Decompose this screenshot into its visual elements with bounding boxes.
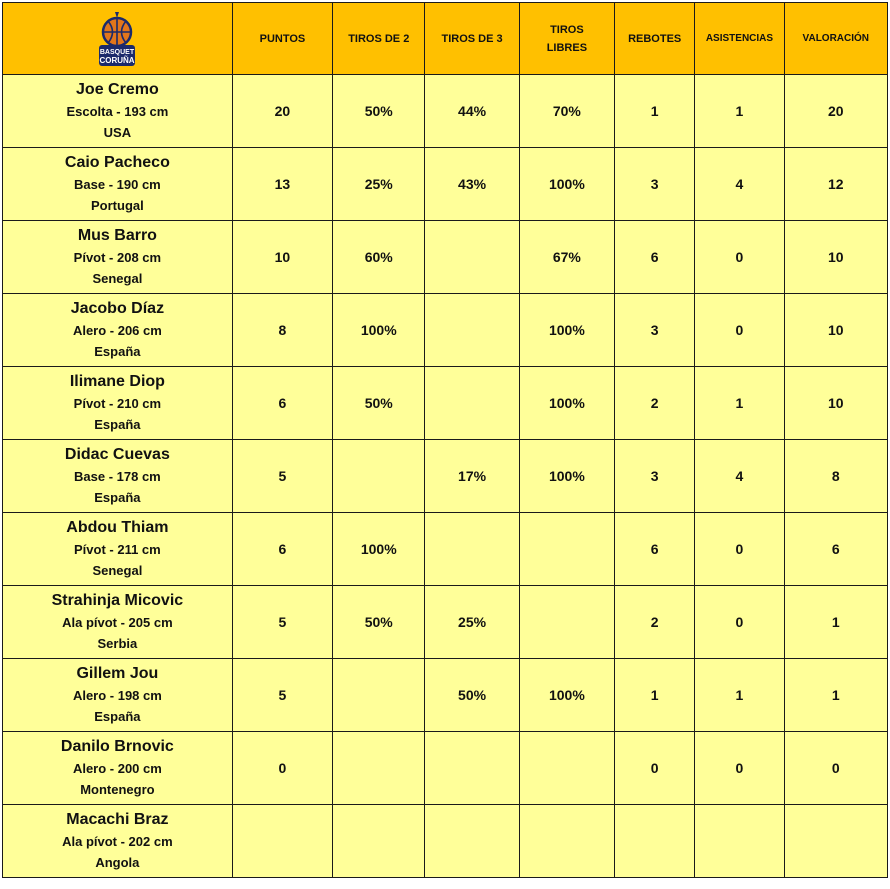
two-point-pct: 50%	[333, 586, 425, 659]
assists-value: 0	[695, 294, 784, 367]
player-cell	[3, 367, 233, 440]
rebounds-value: 2	[615, 367, 695, 440]
rating-value: 1	[784, 586, 887, 659]
two-point-pct: 60%	[333, 221, 425, 294]
points-value: 6	[232, 513, 332, 586]
rating-value	[784, 805, 887, 878]
points-value: 13	[232, 148, 332, 221]
rebounds-value: 1	[615, 75, 695, 148]
points-value: 5	[232, 659, 332, 732]
player-position-height: Escolta - 193 cm	[66, 104, 169, 119]
free-throw-pct	[519, 586, 614, 659]
player-country: Senegal	[92, 271, 143, 286]
points-value: 20	[232, 75, 332, 148]
two-point-pct: 50%	[333, 75, 425, 148]
assists-value: 1	[695, 75, 784, 148]
player-name: Mus Barro	[77, 227, 157, 244]
rebounds-value: 0	[615, 732, 695, 805]
three-point-pct	[425, 732, 519, 805]
three-point-pct	[425, 805, 519, 878]
free-throw-pct	[519, 732, 614, 805]
assists-value: 4	[695, 440, 784, 513]
points-value: 5	[232, 586, 332, 659]
logo-text-top: BASQUET	[100, 48, 135, 56]
player-cell	[3, 513, 233, 586]
logo-cell	[3, 3, 233, 75]
two-point-pct	[333, 659, 425, 732]
player-position-height: Pívot - 211 cm	[74, 542, 161, 557]
assists-value: 0	[695, 513, 784, 586]
free-throw-pct: 100%	[519, 148, 614, 221]
basquet-coruna-logo-icon	[95, 10, 139, 68]
points-value: 6	[232, 367, 332, 440]
player-row	[3, 732, 888, 805]
player-position-height: Ala pívot - 202 cm	[62, 834, 173, 849]
player-name: Gillem Jou	[76, 665, 159, 682]
player-country: Angola	[95, 855, 140, 870]
rating-value: 6	[784, 513, 887, 586]
player-position-height: Alero - 200 cm	[72, 761, 162, 776]
player-cell	[3, 586, 233, 659]
header-tiros-libres-line1: TIROS	[550, 23, 584, 36]
assists-value: 1	[695, 367, 784, 440]
player-position-height: Pívot - 208 cm	[73, 250, 162, 265]
three-point-pct	[425, 294, 519, 367]
player-country: España	[94, 490, 141, 505]
player-row	[3, 513, 888, 586]
player-position-height: Base - 178 cm	[74, 469, 161, 484]
header-tiros-de-3: TIROS DE 3	[425, 3, 519, 75]
stats-table	[2, 2, 888, 878]
header-rebotes: REBOTES	[615, 3, 695, 75]
player-country: Serbia	[97, 636, 138, 651]
three-point-pct: 25%	[425, 586, 519, 659]
player-cell	[3, 732, 233, 805]
free-throw-pct: 100%	[519, 294, 614, 367]
free-throw-pct	[519, 513, 614, 586]
player-row	[3, 221, 888, 294]
points-value	[232, 805, 332, 878]
assists-value: 4	[695, 148, 784, 221]
two-point-pct	[333, 440, 425, 513]
assists-value: 0	[695, 732, 784, 805]
assists-value: 0	[695, 221, 784, 294]
rebounds-value: 3	[615, 148, 695, 221]
player-row	[3, 75, 888, 148]
header-row	[3, 3, 888, 75]
rating-value: 1	[784, 659, 887, 732]
rating-value: 20	[784, 75, 887, 148]
two-point-pct: 100%	[333, 294, 425, 367]
player-position-height: Alero - 206 cm	[72, 323, 162, 338]
rating-value: 8	[784, 440, 887, 513]
free-throw-pct: 100%	[519, 659, 614, 732]
player-row	[3, 805, 888, 878]
rating-value: 0	[784, 732, 887, 805]
header-puntos: PUNTOS	[232, 3, 332, 75]
two-point-pct: 100%	[333, 513, 425, 586]
header-tiros-libres	[519, 3, 614, 75]
player-position-height: Alero - 198 cm	[72, 688, 162, 703]
rating-value: 10	[784, 294, 887, 367]
two-point-pct: 25%	[333, 148, 425, 221]
free-throw-pct: 70%	[519, 75, 614, 148]
player-row	[3, 367, 888, 440]
header-tiros-libres-line2: LIBRES	[546, 41, 588, 54]
player-country: España	[94, 344, 141, 359]
three-point-pct	[425, 513, 519, 586]
player-row	[3, 586, 888, 659]
points-value: 0	[232, 732, 332, 805]
rebounds-value: 6	[615, 513, 695, 586]
two-point-pct	[333, 805, 425, 878]
player-name: Caio Pacheco	[64, 154, 170, 171]
points-value: 5	[232, 440, 332, 513]
three-point-pct: 43%	[425, 148, 519, 221]
player-cell	[3, 659, 233, 732]
player-name: Ilimane Diop	[69, 373, 165, 390]
rating-value: 10	[784, 221, 887, 294]
player-position-height: Pívot - 210 cm	[73, 396, 162, 411]
free-throw-pct: 100%	[519, 367, 614, 440]
player-cell	[3, 75, 233, 148]
player-cell	[3, 440, 233, 513]
rebounds-value	[615, 805, 695, 878]
player-cell	[3, 221, 233, 294]
player-country: España	[94, 709, 141, 724]
logo-text-bottom: CORUÑA	[99, 55, 135, 65]
assists-value: 1	[695, 659, 784, 732]
free-throw-pct: 67%	[519, 221, 614, 294]
rebounds-value: 2	[615, 586, 695, 659]
player-name: Abdou Thiam	[66, 519, 169, 536]
three-point-pct: 17%	[425, 440, 519, 513]
player-name: Didac Cuevas	[64, 446, 170, 463]
player-row	[3, 294, 888, 367]
player-country: USA	[103, 125, 132, 140]
points-value: 10	[232, 221, 332, 294]
two-point-pct: 50%	[333, 367, 425, 440]
rebounds-value: 3	[615, 440, 695, 513]
free-throw-pct: 100%	[519, 440, 614, 513]
player-cell	[3, 294, 233, 367]
free-throw-pct	[519, 805, 614, 878]
player-row	[3, 148, 888, 221]
header-asistencias: ASISTENCIAS	[695, 3, 784, 75]
player-name: Macachi Braz	[66, 811, 169, 828]
header-tiros-de-2: TIROS DE 2	[333, 3, 425, 75]
three-point-pct	[425, 367, 519, 440]
player-cell	[3, 148, 233, 221]
player-country: Montenegro	[80, 782, 155, 797]
two-point-pct	[333, 732, 425, 805]
rating-value: 12	[784, 148, 887, 221]
player-name: Strahinja Micovic	[51, 592, 184, 609]
assists-value: 0	[695, 586, 784, 659]
three-point-pct: 44%	[425, 75, 519, 148]
player-country: Senegal	[92, 563, 143, 578]
player-name: Danilo Brnovic	[60, 738, 174, 755]
rebounds-value: 3	[615, 294, 695, 367]
player-name: Jacobo Díaz	[70, 300, 165, 317]
player-country: Portugal	[91, 198, 144, 213]
rating-value: 10	[784, 367, 887, 440]
three-point-pct: 50%	[425, 659, 519, 732]
player-name: Joe Cremo	[76, 81, 159, 98]
player-row	[3, 440, 888, 513]
rebounds-value: 1	[615, 659, 695, 732]
player-row	[3, 659, 888, 732]
player-cell	[3, 805, 233, 878]
rebounds-value: 6	[615, 221, 695, 294]
player-position-height: Ala pívot - 205 cm	[62, 615, 173, 630]
header-valoracion: VALORACIÓN	[784, 3, 887, 75]
points-value: 8	[232, 294, 332, 367]
three-point-pct	[425, 221, 519, 294]
player-country: España	[94, 417, 141, 432]
assists-value	[695, 805, 784, 878]
player-position-height: Base - 190 cm	[74, 177, 161, 192]
